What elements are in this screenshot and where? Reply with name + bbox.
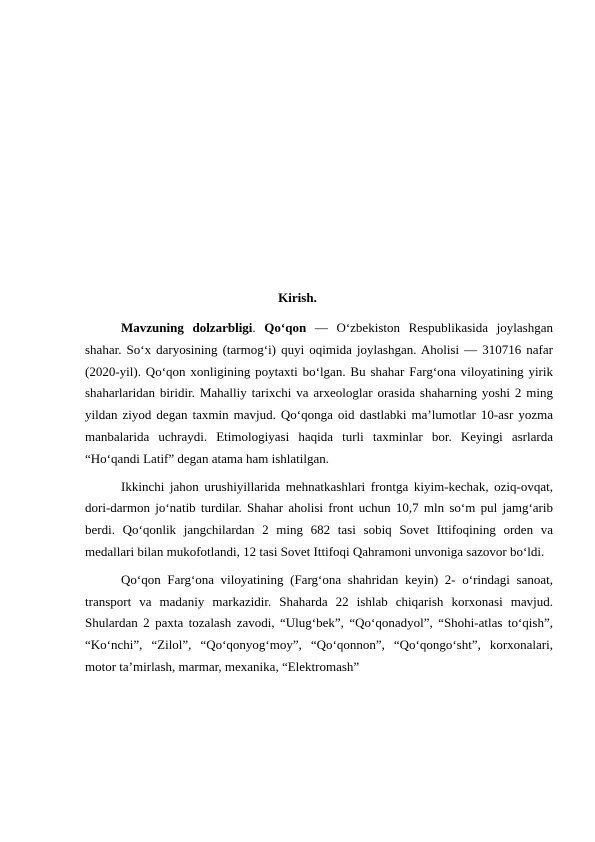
- paragraph-text: Ikkinchi jahon urushiyillarida mehnatkashlari frontga kiyim-kechak, oziq-ovqat, dori-darmon jo‘natib turdilar. Shahar aholisi front uchun 10,7 mln so‘m pul jamg‘arib berdi. Qo‘qonlik jangchilardan 2 ming 682 tasi sobiq Sovet Ittifoqining orden va medallari bilan mukofotlandi, 12 tasi Sovet Ittifoqi Qahramoni unvoniga sazovor bo‘ldi.: [85, 478, 553, 559]
- relevance-separator: .: [252, 320, 265, 335]
- city-name: Qo‘qon: [264, 320, 307, 335]
- body-text: [85, 317, 553, 684]
- paragraph-relevance: [85, 317, 553, 470]
- paragraph-war-years: [85, 476, 553, 563]
- paragraph-industry: [85, 569, 553, 678]
- paragraph-text: Qo‘qon Farg‘ona viloyatining (Farg‘ona shahridan keyin) 2- o‘rindagi sanoat, transport va madaniy markazidir. Shaharda 22 ishlab chiqarish korxonasi mavjud. Shulardan 2 paxta tozalash zavodi, “Ulug‘bek”, “Qo‘qonadyol”, “Shohi-atlas to‘qish”, “Ko‘nchi”, “Zilol”, “Qo‘qonyog‘moy”, “Qo‘qonnon”, “Qo‘qongo‘sht”, korxonalari, motor ta’mirlash, marmar, mexanika, “Elektromash”: [85, 571, 553, 674]
- relevance-label: Mavzuning dolzarbligi: [121, 320, 253, 335]
- section-heading: Kirish.: [278, 290, 317, 305]
- paragraph-text: — O‘zbekiston Respublikasida joylashgan shahar. So‘x daryosining (tarmog‘i) quyi oqimida joylashgan. Aholisi — 310716 nafar (2020-yil). Qo‘qon xonligining poytaxti bo‘lgan. Bu shahar Farg‘ona viloyatining yirik shaharlaridan biridir. Mahalliy tarixchi va arxeologlar orasida shaharning yoshi 2 ming yildan ziyod degan taxmin mavjud. Qo‘qonga oid dastlabki ma’lumotlar 10-asr yozma manbalarida uchraydi. Etimologiyasi haqida turli taxminlar bor. Keyingi asrlarda “Ho‘qandi Latif” degan atama ham ishlatilgan.: [85, 320, 553, 466]
